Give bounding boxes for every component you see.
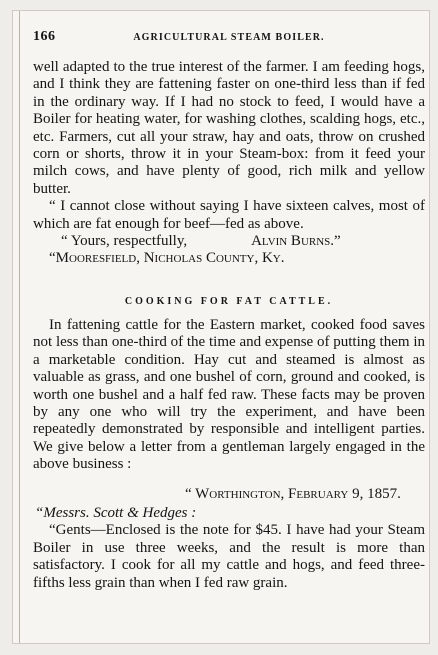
- letter-body: “Gents—Enclosed is the note for $45. I have had your Steam Boiler in use three weeks, and the result is more than satisfactory. I cook for all my cattle and hogs, and feed three-fifths less grain than when I fed raw grain.: [33, 522, 425, 591]
- page-content: [33, 29, 425, 592]
- letter-salutation: “Messrs. Scott & Hedges :: [35, 504, 197, 521]
- letter-dateline: “ Worthington, February 9, 1857.: [185, 485, 401, 502]
- letter-paragraph-1: well adapted to the true interest of the farmer. I am feeding hogs, and I think they are fattening faster on one-third less than if fed in the ordinary way. If I had no stock to feed, I would have a Boiler for heating water, for washing clothes, scalding hogs, etc., etc. Farmers, cut all your straw, hay and oats, throw on crushed corn or shorts, throw it in your Steam-box: from it feed your milch cows, and have plenty of good, rich milk and yellow butter.: [33, 59, 425, 197]
- letter-place: “Mooresfield, Nicholas County, Ky.: [49, 250, 285, 267]
- page-number: 166: [33, 29, 56, 44]
- book-page: [12, 10, 430, 644]
- letter-signature: Alvin Burns.”: [251, 233, 341, 250]
- running-head: AGRICULTURAL STEAM BOILER.: [133, 32, 325, 43]
- page-edge-rule: [19, 11, 20, 643]
- letter-paragraph-2: “ I cannot close without saying I have sixteen calves, most of which are fat enough for beef—fed as above.: [33, 198, 425, 232]
- section-title: COOKING FOR FAT CATTLE.: [124, 295, 334, 307]
- page-header: [33, 29, 425, 45]
- section-paragraph: In fattening cattle for the Eastern market, cooked food saves not less than one-third of the time and expense of putting them in a marketable condition. Hay cut and steamed is almost as valuable as grass, and one bushel of corn, ground and cooked, is worth one bushel and a half fed raw. These facts may be proven by any one who will try the experiment, and have been repeatedly demonstrated by responsible and intelligent parties. We give below a letter from a gentleman largely engaged in the above business :: [33, 316, 425, 473]
- letter-sign-line: [33, 233, 425, 250]
- letter-closing: “ Yours, respectfully,: [61, 233, 188, 250]
